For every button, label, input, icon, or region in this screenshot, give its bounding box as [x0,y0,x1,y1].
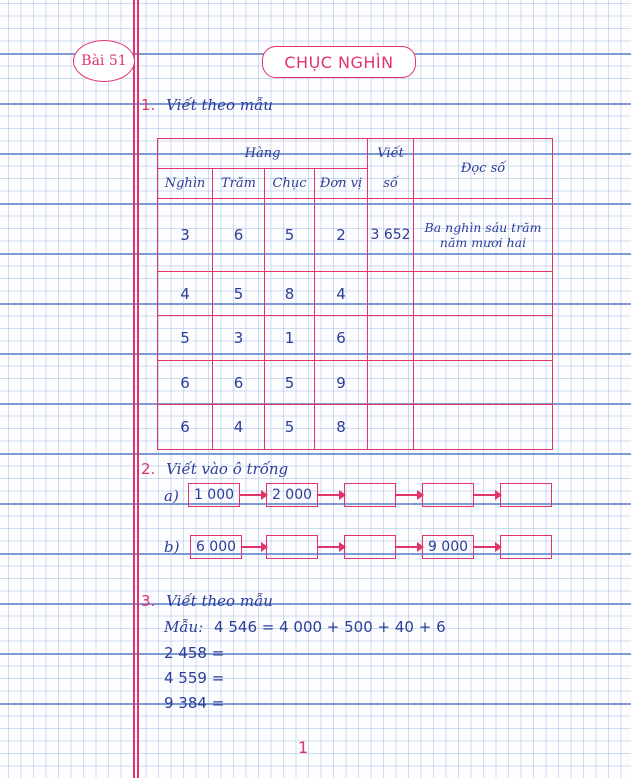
arrow-icon [474,494,496,496]
exercise2-number: 2. [141,460,156,478]
sample-label: Mẫu: [164,618,204,636]
lesson-title: CHỤC NGHÌN [262,46,416,78]
digit-thousands: 6 [158,360,213,405]
written-number[interactable] [368,316,414,361]
digit-thousands: 3 [158,199,213,272]
ruling-line [0,603,631,605]
header-read: Đọc số [414,139,553,199]
read-number: Ba nghìn sáu trăm năm mươi hai [414,199,553,272]
table-row [158,316,553,361]
sequence-box: 6 000 [190,535,242,559]
exercise1-header [141,96,273,114]
ruling-line [0,103,631,105]
digit-hundreds: 6 [213,199,265,272]
written-number[interactable] [368,271,414,316]
written-number[interactable] [368,360,414,405]
digit-thousands: 6 [158,405,213,450]
exercise3-instruction: Viết theo mẫu [166,592,273,610]
exercise2-instruction: Viết vào ô trống [166,460,289,478]
table-row [158,271,553,316]
exercise3-header [141,592,273,610]
digit-tens: 1 [265,316,315,361]
place-value-table [157,138,553,450]
part-a-label: a) [164,487,179,505]
digit-hundreds: 4 [213,405,265,450]
header-write-number: số [368,169,414,199]
digit-thousands: 5 [158,316,213,361]
digit-units: 2 [315,199,368,272]
sequence-box: 1 000 [188,483,240,507]
lesson-badge: Bài 51 [73,40,135,82]
digit-units: 9 [315,360,368,405]
sequence-box[interactable] [266,535,318,559]
written-number: 3 652 [368,199,414,272]
read-number[interactable] [414,360,553,405]
part-b-label: b) [164,538,180,556]
expansion-item[interactable]: 9 384 = [164,694,225,712]
expansion-item[interactable]: 4 559 = [164,669,225,687]
exercise2-header [141,460,288,478]
digit-tens: 5 [265,405,315,450]
table-row [158,405,553,450]
digit-tens: 5 [265,199,315,272]
digit-tens: 8 [265,271,315,316]
arrow-icon [474,546,496,548]
header-place-group: Hàng [158,139,368,169]
sample-equation: 4 546 = 4 000 + 500 + 40 + 6 [214,618,446,636]
digit-units: 6 [315,316,368,361]
header-thousands: Nghìn [158,169,213,199]
header-hundreds: Trăm [213,169,265,199]
arrow-icon [242,546,262,548]
digit-units: 8 [315,405,368,450]
digit-hundreds: 5 [213,271,265,316]
page-number: 1 [298,738,309,757]
expansion-item[interactable]: 2 458 = [164,644,225,662]
sequence-box: 2 000 [266,483,318,507]
read-number[interactable] [414,405,553,450]
sample-line [164,618,446,636]
digit-thousands: 4 [158,271,213,316]
digit-hundreds: 6 [213,360,265,405]
digit-tens: 5 [265,360,315,405]
arrow-icon [396,494,418,496]
exercise1-number: 1. [141,96,156,114]
sequence-box: 9 000 [422,535,474,559]
ruling-line [0,653,631,655]
margin-line [133,0,135,778]
table-row [158,199,553,272]
read-number[interactable] [414,316,553,361]
sequence-box[interactable] [500,535,552,559]
sequence-box[interactable] [344,535,396,559]
arrow-icon [318,546,340,548]
digit-units: 4 [315,271,368,316]
arrow-icon [396,546,418,548]
read-number[interactable] [414,271,553,316]
written-number[interactable] [368,405,414,450]
sequence-box[interactable] [500,483,552,507]
digit-hundreds: 3 [213,316,265,361]
exercise1-instruction: Viết theo mẫu [166,96,273,114]
table-row [158,360,553,405]
header-write: Viết [368,139,414,169]
header-units: Đơn vị [315,169,368,199]
header-tens: Chục [265,169,315,199]
ruling-line [0,703,631,705]
arrow-icon [240,494,262,496]
exercise3-number: 3. [141,592,156,610]
sequence-box[interactable] [422,483,474,507]
arrow-icon [318,494,340,496]
ruling-line [0,453,631,455]
sequence-box[interactable] [344,483,396,507]
margin-line [137,0,139,778]
